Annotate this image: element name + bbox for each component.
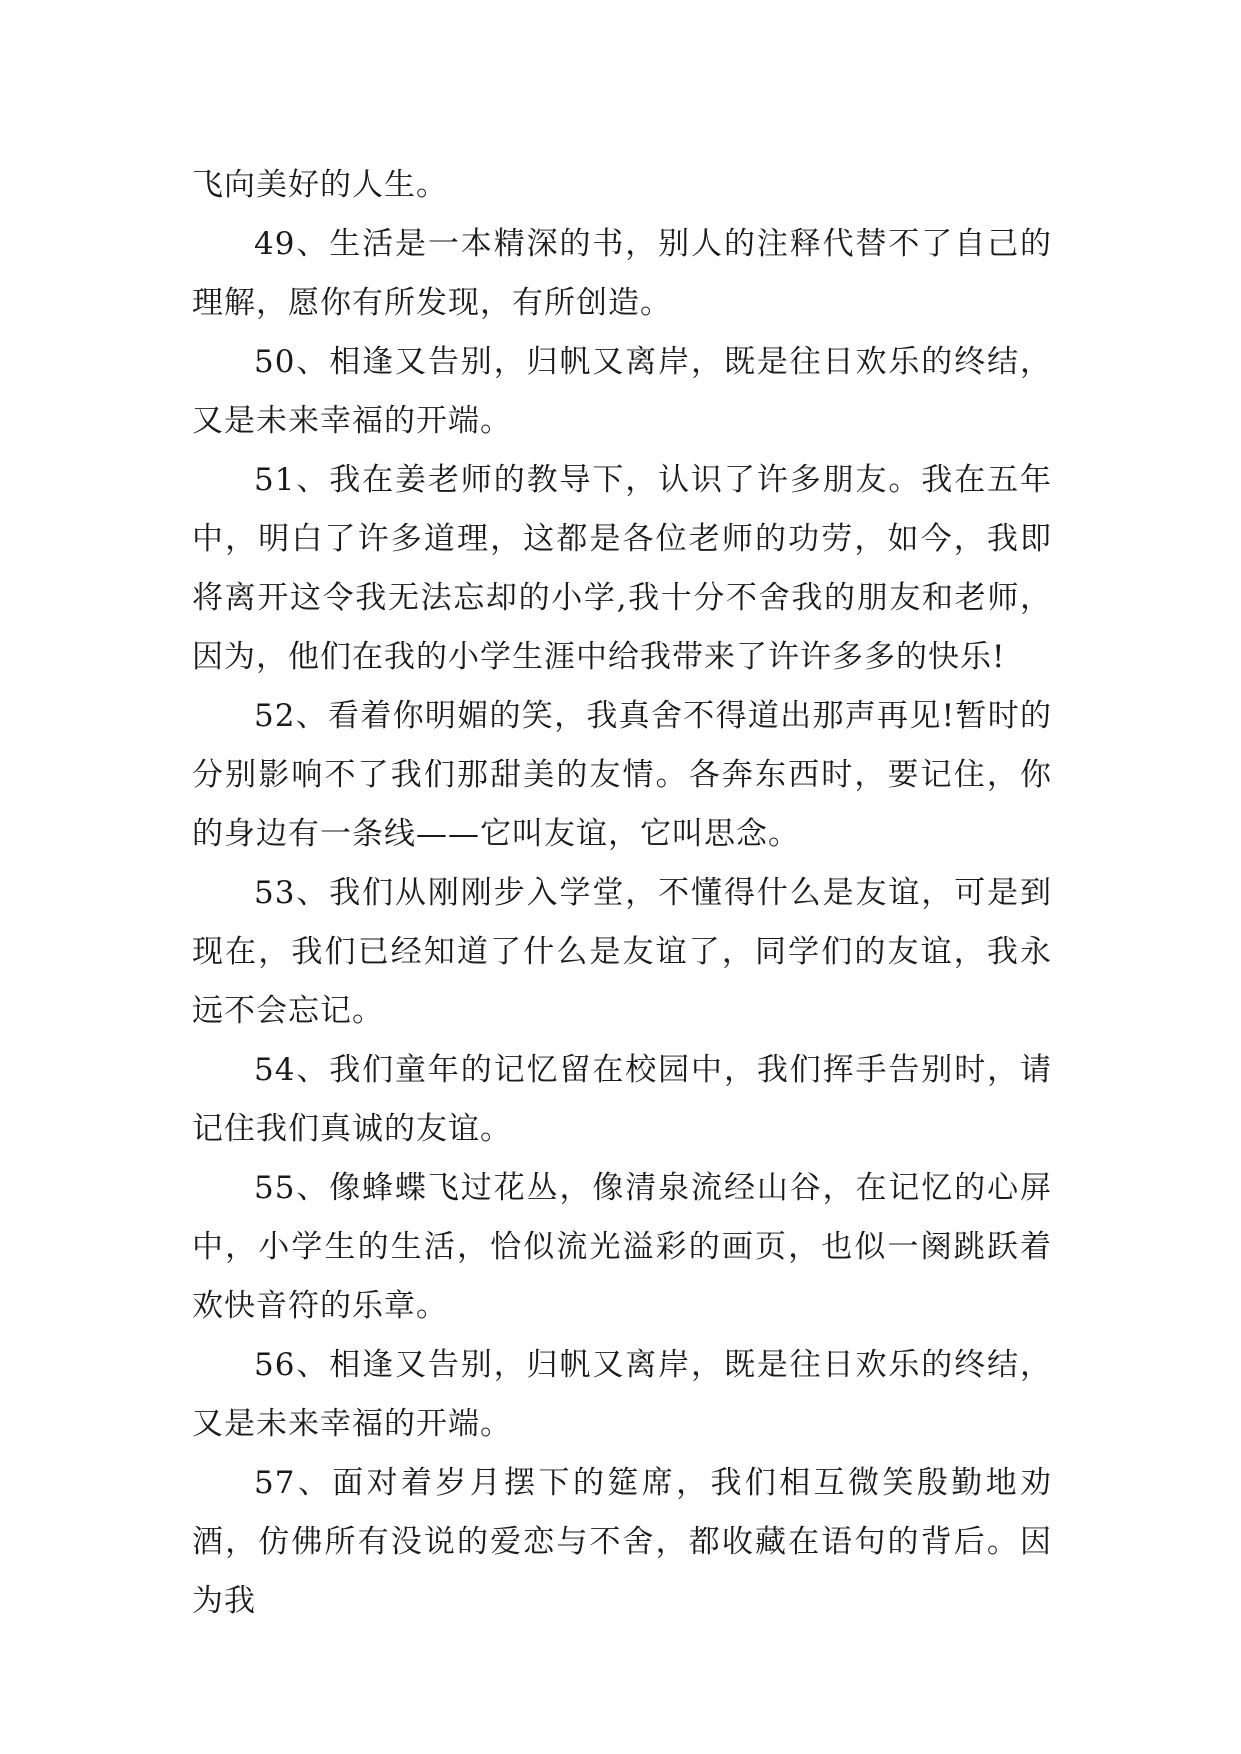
paragraph-51: 51、我在姜老师的教导下，认识了许多朋友。我在五年中，明白了许多道理，这都是各位老师的功劳，如今，我即将离开这令我无法忘却的小学,我十分不舍我的朋友和老师，因为，他们在我的小学生涯中给我带来了许许多多的快乐! [192, 462, 1052, 675]
paragraph-56: 56、相逢又告别，归帆又离岸，既是往日欢乐的终结，又是未来幸福的开端。 [192, 1347, 1052, 1442]
paragraph-57: 57、面对着岁月摆下的筵席，我们相互微笑殷勤地劝酒，仿佛所有没说的爱恋与不舍，都收藏在语句的背后。因为我 [192, 1465, 1052, 1619]
paragraph-52: 52、看着你明媚的笑，我真舍不得道出那声再见!暂时的分别影响不了我们那甜美的友情。各奔东西时，要记住，你的身边有一条线——它叫友谊，它叫思念。 [192, 698, 1052, 852]
document-body [192, 156, 1052, 1631]
paragraph-54: 54、我们童年的记忆留在校园中，我们挥手告别时，请记住我们真诚的友谊。 [192, 1052, 1052, 1147]
paragraph-53: 53、我们从刚刚步入学堂，不懂得什么是友谊，可是到现在，我们已经知道了什么是友谊了，同学们的友谊，我永远不会忘记。 [192, 875, 1052, 1029]
paragraph-55: 55、像蜂蝶飞过花丛，像清泉流经山谷，在记忆的心屏中，小学生的生活，恰似流光溢彩的画页，也似一阕跳跃着欢快音符的乐章。 [192, 1170, 1052, 1324]
paragraph-continuation: 飞向美好的人生。 [192, 167, 448, 203]
paragraph-49: 49、生活是一本精深的书，别人的注释代替不了自己的理解，愿你有所发现，有所创造。 [192, 226, 1052, 321]
paragraph-50: 50、相逢又告别，归帆又离岸，既是往日欢乐的终结，又是未来幸福的开端。 [192, 344, 1052, 439]
